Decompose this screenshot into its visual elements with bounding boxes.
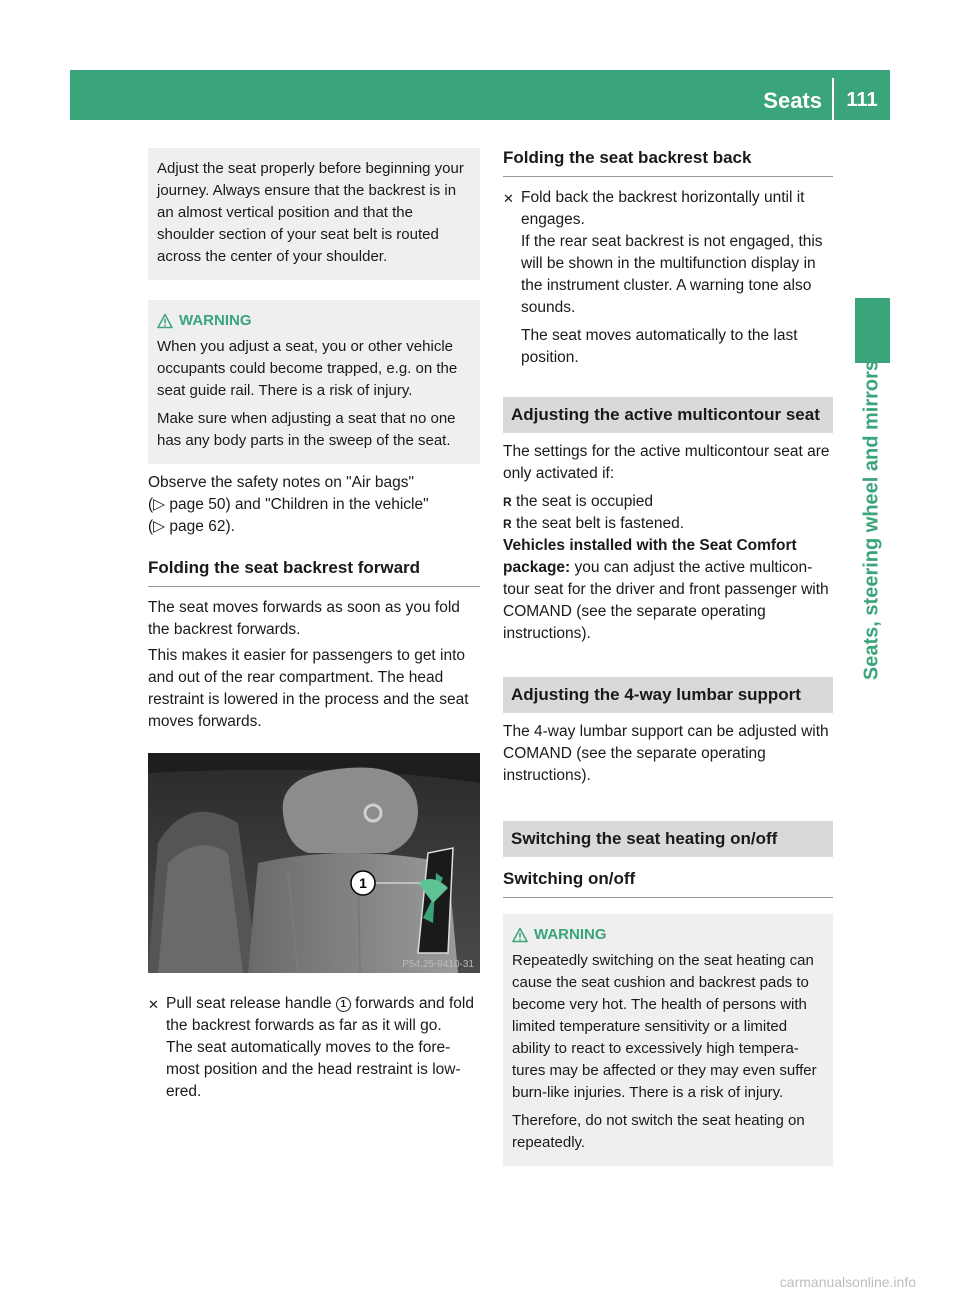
forward-text-2: This makes it easier for passengers to get into and out of the rear compartment. The head restraint is lowered in the process and the seat moves forwards.	[148, 647, 469, 730]
warning-triangle-icon	[157, 313, 173, 329]
step-back-result: The seat moves automatically to the last position.	[521, 327, 798, 366]
warning-text-1: When you adjust a seat, you or other vehicle occupants could become trapped, e.g. on the seat guide rail. There is a risk of injury.	[157, 338, 458, 399]
section-subtitle-on-off: Switching on/off	[503, 869, 833, 898]
step-result: The seat automatically moves to the fore-most position and the head restraint is low-ered.	[166, 1039, 461, 1100]
section-title-forward: Folding the seat backrest forward	[148, 558, 480, 587]
page-ref-icon: ▷	[153, 496, 166, 513]
safety-text-1: Observe the safety notes on "Air bags"	[148, 474, 415, 491]
watermark: carmanualsonline.info	[779, 1274, 916, 1290]
step-arrow-icon: ✕	[148, 997, 159, 1012]
left-column	[148, 148, 480, 1103]
bullet-icon: R	[503, 495, 512, 509]
section-title-back: Folding the seat backrest back	[503, 148, 833, 177]
warning-header	[157, 310, 471, 332]
multicontour-intro: The settings for the active multicontour seat are only activated if:	[503, 443, 830, 482]
bullet-icon: R	[503, 517, 512, 531]
page-header	[70, 70, 890, 120]
step-text-post: forwards and fold the backrest forwards as far as it will go.	[166, 995, 474, 1034]
right-column	[503, 148, 833, 1166]
step-text	[166, 993, 480, 1037]
step-pull-handle	[148, 993, 480, 1103]
heating-warning-box	[503, 914, 833, 1166]
step-back-cont: If the rear seat backrest is not engaged, this will be shown in the multifunction display in the instrument cluster. A warning tone also sounds.	[521, 233, 823, 316]
package-text: you can adjust the active multicon-tour seat for the driver and front passenger with COMAND (see the separate operating instructions).	[503, 559, 829, 642]
section-title-multicontour: Adjusting the active multicontour seat	[503, 397, 833, 433]
seat-photo	[148, 753, 480, 973]
page-ref-airbags[interactable]: page 50	[169, 496, 226, 513]
callout-1-icon: 1	[336, 997, 351, 1012]
warning-title: WARNING	[179, 312, 252, 329]
step-back-text: Fold back the backrest horizontally until it engages.	[521, 189, 805, 228]
warning-text-2: Make sure when adjusting a seat that no one has any body parts in the sweep of the seat.	[157, 410, 456, 449]
step-text-pre: Pull seat release handle	[166, 995, 336, 1012]
safety-text-2: ) and "Children in the vehicle"	[225, 496, 429, 513]
forward-text-1: The seat moves forwards as soon as you fold the backrest forwards.	[148, 599, 460, 638]
heating-warning-2: Therefore, do not switch the seat heating on repeatedly.	[512, 1112, 805, 1151]
lumbar-text: The 4-way lumbar support can be adjusted with COMAND (see the separate operating instructions).	[503, 723, 829, 784]
step-fold-back	[503, 187, 833, 369]
photo-callout: 1	[359, 875, 367, 891]
warning-triangle-icon	[512, 927, 528, 943]
page-ref-icon: ▷	[153, 518, 166, 535]
header-title: Seats	[763, 88, 822, 113]
page-number: 111	[846, 89, 878, 111]
package-label: Vehicles installed with the Seat Comfort package:	[503, 537, 797, 576]
safety-notes: Observe the safety notes on "Air bags" (▷ page 50) and "Children in the vehicle" (▷ page 62).	[148, 474, 429, 535]
note-box	[148, 148, 480, 280]
bullet-text: the seat belt is fastened.	[516, 515, 685, 532]
warning-title: WARNING	[534, 926, 607, 943]
note-text: Adjust the seat properly before beginning your journey. Always ensure that the backrest is in an almost vertical position and that the shoulder section of your seat belt is routed across the center of your shoulder.	[157, 160, 464, 265]
list-item	[503, 513, 833, 535]
warning-box	[148, 300, 480, 464]
photo-code: P54.25-9410-31	[402, 959, 474, 970]
page-ref-children[interactable]: page 62	[169, 518, 226, 535]
chapter-tab	[855, 298, 890, 363]
seat-illustration	[148, 753, 480, 973]
section-title-heating: Switching the seat heating on/off	[503, 821, 833, 857]
step-arrow-icon: ✕	[503, 191, 514, 206]
chapter-label: Seats, steering wheel and mirrors	[860, 359, 883, 681]
section-title-lumbar: Adjusting the 4-way lumbar support	[503, 677, 833, 713]
bullet-text: the seat is occupied	[516, 493, 654, 510]
multicontour-package	[503, 535, 833, 645]
safety-text-3: ).	[225, 518, 235, 535]
warning-header	[512, 924, 824, 946]
list-item	[503, 491, 833, 513]
heating-warning-1: Repeatedly switching on the seat heating can cause the seat cushion and backrest pads to become very hot. The health of persons with limited temperature sensitivity or a limited ability to react to excessively high tempera-tures may be affected or they may even suffer burn-like injuries. There is a risk of injury.	[512, 952, 817, 1101]
